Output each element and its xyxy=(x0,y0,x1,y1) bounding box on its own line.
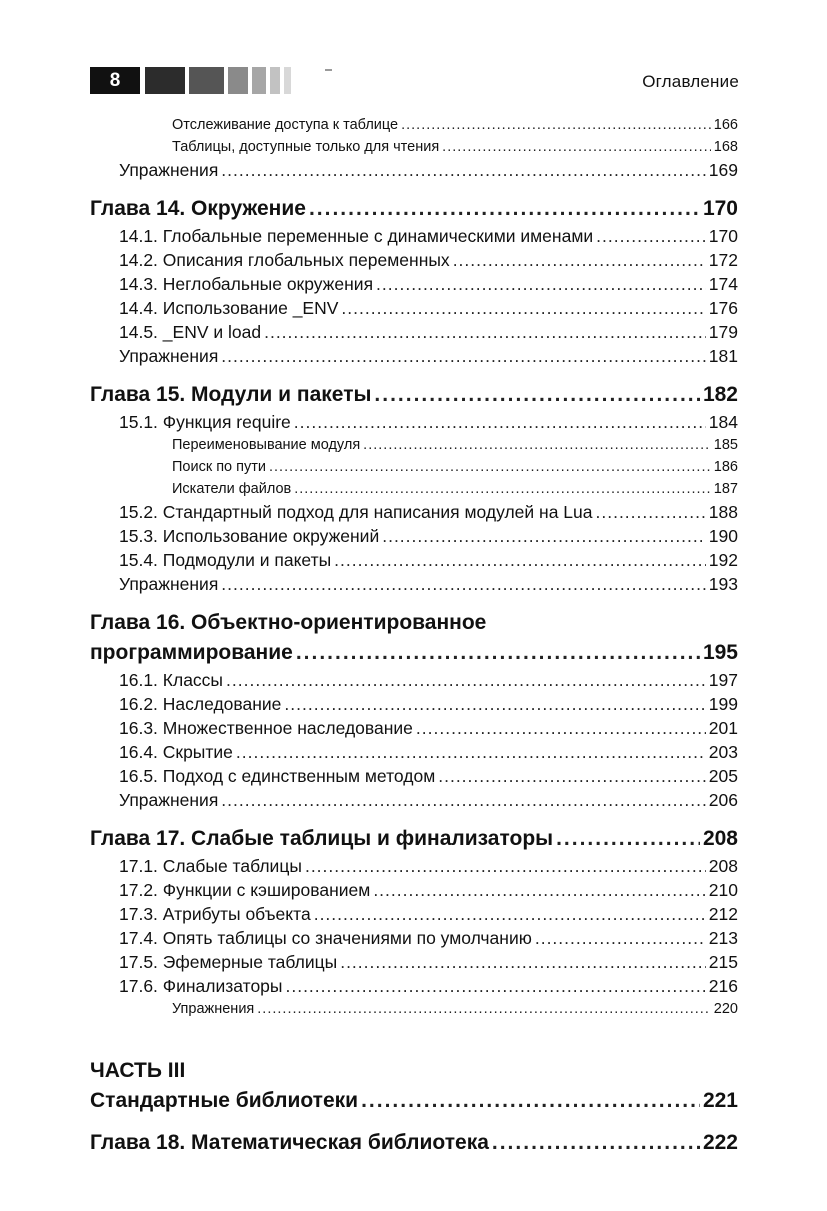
toc-label: 14.1. Глобальные переменные с динамическими именами xyxy=(119,226,594,246)
section-title: Оглавление xyxy=(642,72,739,91)
toc-label: 14.2. Описания глобальных переменных xyxy=(119,250,450,270)
chapter-title: Глава 18. Математическая библиотека xyxy=(90,1131,489,1154)
page-number: 8 xyxy=(90,67,140,94)
toc-page: 174 xyxy=(708,274,738,294)
toc-label: Упражнения xyxy=(172,1001,255,1017)
part-title: Стандартные библиотеки xyxy=(90,1089,359,1112)
chapter-title: Глава 17. Слабые таблицы и финализаторы xyxy=(90,827,554,850)
toc-label: Поиск по пути xyxy=(172,459,266,475)
dot-leader xyxy=(401,114,711,136)
toc-part[interactable] xyxy=(90,1086,738,1116)
chapter-title: Глава 15. Модули и пакеты xyxy=(90,383,372,406)
toc-subsection[interactable] xyxy=(90,136,738,158)
toc-page: 193 xyxy=(708,574,738,594)
header-decor-bar xyxy=(145,67,185,94)
toc-label: 17.5. Эфемерные таблицы xyxy=(119,952,338,972)
toc-section[interactable] xyxy=(90,902,738,926)
dot-leader xyxy=(492,1128,700,1158)
chapter-page: 182 xyxy=(702,383,738,406)
toc-label: 15.3. Использование окружений xyxy=(119,526,380,546)
dot-leader xyxy=(596,224,706,248)
header-decor-bar xyxy=(284,67,291,94)
toc-section[interactable] xyxy=(90,296,738,320)
dot-leader xyxy=(221,572,706,596)
toc-page: 192 xyxy=(708,550,738,570)
header-decor-bar xyxy=(252,67,266,94)
toc-chapter[interactable] xyxy=(90,380,738,410)
dot-leader xyxy=(285,974,705,998)
chapter-title: Глава 14. Окружение xyxy=(90,197,306,220)
toc-section[interactable] xyxy=(90,224,738,248)
dot-leader xyxy=(264,320,706,344)
toc-label: 17.3. Атрибуты объекта xyxy=(119,904,311,924)
dot-leader xyxy=(221,344,706,368)
dot-leader xyxy=(442,136,711,158)
toc-subsection[interactable] xyxy=(90,114,738,136)
toc-section[interactable] xyxy=(90,878,738,902)
toc-label: 17.6. Финализаторы xyxy=(119,976,283,996)
toc-label: 17.2. Функции с кэшированием xyxy=(119,880,371,900)
toc-label: 17.4. Опять таблицы со значениями по умолчанию xyxy=(119,928,532,948)
toc-page: 216 xyxy=(708,976,738,996)
header-decor-bar xyxy=(270,67,280,94)
toc-label: 16.3. Множественное наследование xyxy=(119,718,413,738)
dot-leader xyxy=(341,296,705,320)
chapter-title-line[interactable]: Глава 16. Объектно-ориентированное xyxy=(90,611,487,634)
toc-label: Отслеживание доступа к таблице xyxy=(172,117,399,133)
toc-page: 176 xyxy=(708,298,738,318)
toc-section[interactable] xyxy=(90,668,738,692)
dot-leader xyxy=(221,788,706,812)
toc-chapter[interactable] xyxy=(90,638,738,668)
toc-label: Упражнения xyxy=(119,346,219,366)
toc-page: 172 xyxy=(708,250,738,270)
dot-leader xyxy=(334,548,706,572)
toc-label: Таблицы, доступные только для чтения xyxy=(172,139,440,155)
chapter-page: 222 xyxy=(702,1131,738,1154)
toc-page: 184 xyxy=(708,412,738,432)
toc-label: 14.4. Использование _ENV xyxy=(119,298,339,318)
toc-label: Искатели файлов xyxy=(172,481,292,497)
toc-label: Упражнения xyxy=(119,790,219,810)
toc-chapter[interactable] xyxy=(90,824,738,854)
toc-section[interactable] xyxy=(90,320,738,344)
dot-leader xyxy=(221,158,706,182)
toc-chapter[interactable] xyxy=(90,1128,738,1158)
header-decor-bar xyxy=(189,67,224,94)
dot-leader xyxy=(284,692,705,716)
toc-label: 15.4. Подмодули и пакеты xyxy=(119,550,332,570)
dot-leader xyxy=(382,524,706,548)
dot-leader xyxy=(294,410,706,434)
toc-section[interactable] xyxy=(90,854,738,878)
chapter-page: 208 xyxy=(702,827,738,850)
toc-section[interactable] xyxy=(90,500,738,524)
toc-label: Переименовывание модуля xyxy=(172,437,361,453)
toc-label: 16.2. Наследование xyxy=(119,694,282,714)
toc-label: 16.4. Скрытие xyxy=(119,742,233,762)
chapter-page: 170 xyxy=(702,197,738,220)
dot-leader xyxy=(314,902,706,926)
dot-leader xyxy=(305,854,706,878)
toc-page: 166 xyxy=(713,117,738,133)
toc-page: 213 xyxy=(708,928,738,948)
toc-exercises[interactable] xyxy=(90,998,738,1020)
chapter-page: 195 xyxy=(702,641,738,664)
toc-section[interactable] xyxy=(90,950,738,974)
toc-page: 185 xyxy=(713,437,738,453)
toc-subsection[interactable] xyxy=(90,456,738,478)
dot-leader xyxy=(294,478,711,500)
toc-subsection[interactable] xyxy=(90,434,738,456)
toc-label: 16.1. Классы xyxy=(119,670,224,690)
dot-leader xyxy=(309,194,700,224)
toc-label: 17.1. Слабые таблицы xyxy=(119,856,302,876)
dot-leader xyxy=(535,926,706,950)
toc-page: 215 xyxy=(708,952,738,972)
toc-page: 220 xyxy=(713,1001,738,1017)
toc-label: 16.5. Подход с единственным методом xyxy=(119,766,436,786)
toc-exercises[interactable] xyxy=(90,788,738,812)
toc-exercises[interactable] xyxy=(90,344,738,368)
toc-section[interactable] xyxy=(90,248,738,272)
toc-page: 188 xyxy=(708,502,738,522)
toc-page: 206 xyxy=(708,790,738,810)
toc-label: 15.2. Стандартный подход для написания модулей на Lua xyxy=(119,502,593,522)
toc-section[interactable] xyxy=(90,764,738,788)
dot-leader xyxy=(374,380,700,410)
dot-leader xyxy=(416,716,706,740)
toc-label: 15.1. Функция require xyxy=(119,412,291,432)
toc-page: 190 xyxy=(708,526,738,546)
dot-leader xyxy=(236,740,706,764)
toc-section[interactable] xyxy=(90,926,738,950)
toc-section[interactable] xyxy=(90,692,738,716)
toc-section[interactable] xyxy=(90,272,738,296)
toc-page: 181 xyxy=(708,346,738,366)
toc-label: Упражнения xyxy=(119,160,219,180)
toc-section[interactable] xyxy=(90,716,738,740)
toc-exercises[interactable] xyxy=(90,158,738,182)
dot-leader xyxy=(438,764,706,788)
toc-subsection[interactable] xyxy=(90,478,738,500)
toc-label: Упражнения xyxy=(119,574,219,594)
dot-leader xyxy=(340,950,706,974)
toc-page: 170 xyxy=(708,226,738,246)
dot-leader xyxy=(453,248,706,272)
toc-page: 212 xyxy=(708,904,738,924)
dot-leader xyxy=(226,668,706,692)
header-decor-bar xyxy=(228,67,248,94)
toc-label: 14.3. Неглобальные окружения xyxy=(119,274,374,294)
dot-leader xyxy=(556,824,700,854)
toc-section[interactable] xyxy=(90,740,738,764)
toc-page: 186 xyxy=(713,459,738,475)
toc-section[interactable] xyxy=(90,410,738,434)
toc-section[interactable] xyxy=(90,548,738,572)
dot-leader xyxy=(296,638,700,668)
toc-page: 197 xyxy=(708,670,738,690)
toc-page: 187 xyxy=(713,481,738,497)
dot-leader xyxy=(373,878,705,902)
part-label: ЧАСТЬ III xyxy=(90,1059,186,1082)
toc-page: 203 xyxy=(708,742,738,762)
dot-leader xyxy=(269,456,711,478)
toc-page: 208 xyxy=(708,856,738,876)
table-of-contents xyxy=(90,114,738,1158)
dot-leader xyxy=(361,1086,700,1116)
toc-section[interactable] xyxy=(90,524,738,548)
page-header xyxy=(0,0,827,110)
part-page: 221 xyxy=(702,1089,738,1112)
toc-page: 168 xyxy=(713,139,738,155)
toc-chapter[interactable] xyxy=(90,194,738,224)
toc-label: 14.5. _ENV и load xyxy=(119,322,262,342)
toc-page: 199 xyxy=(708,694,738,714)
toc-section[interactable] xyxy=(90,974,738,998)
toc-page: 201 xyxy=(708,718,738,738)
dot-leader xyxy=(257,998,711,1020)
header-tick xyxy=(325,69,332,71)
dot-leader xyxy=(596,500,706,524)
toc-page: 210 xyxy=(708,880,738,900)
toc-page: 169 xyxy=(708,160,738,180)
toc-exercises[interactable] xyxy=(90,572,738,596)
dot-leader xyxy=(376,272,706,296)
dot-leader xyxy=(363,434,711,456)
toc-page: 205 xyxy=(708,766,738,786)
chapter-title: программирование xyxy=(90,641,293,664)
toc-page: 179 xyxy=(708,322,738,342)
